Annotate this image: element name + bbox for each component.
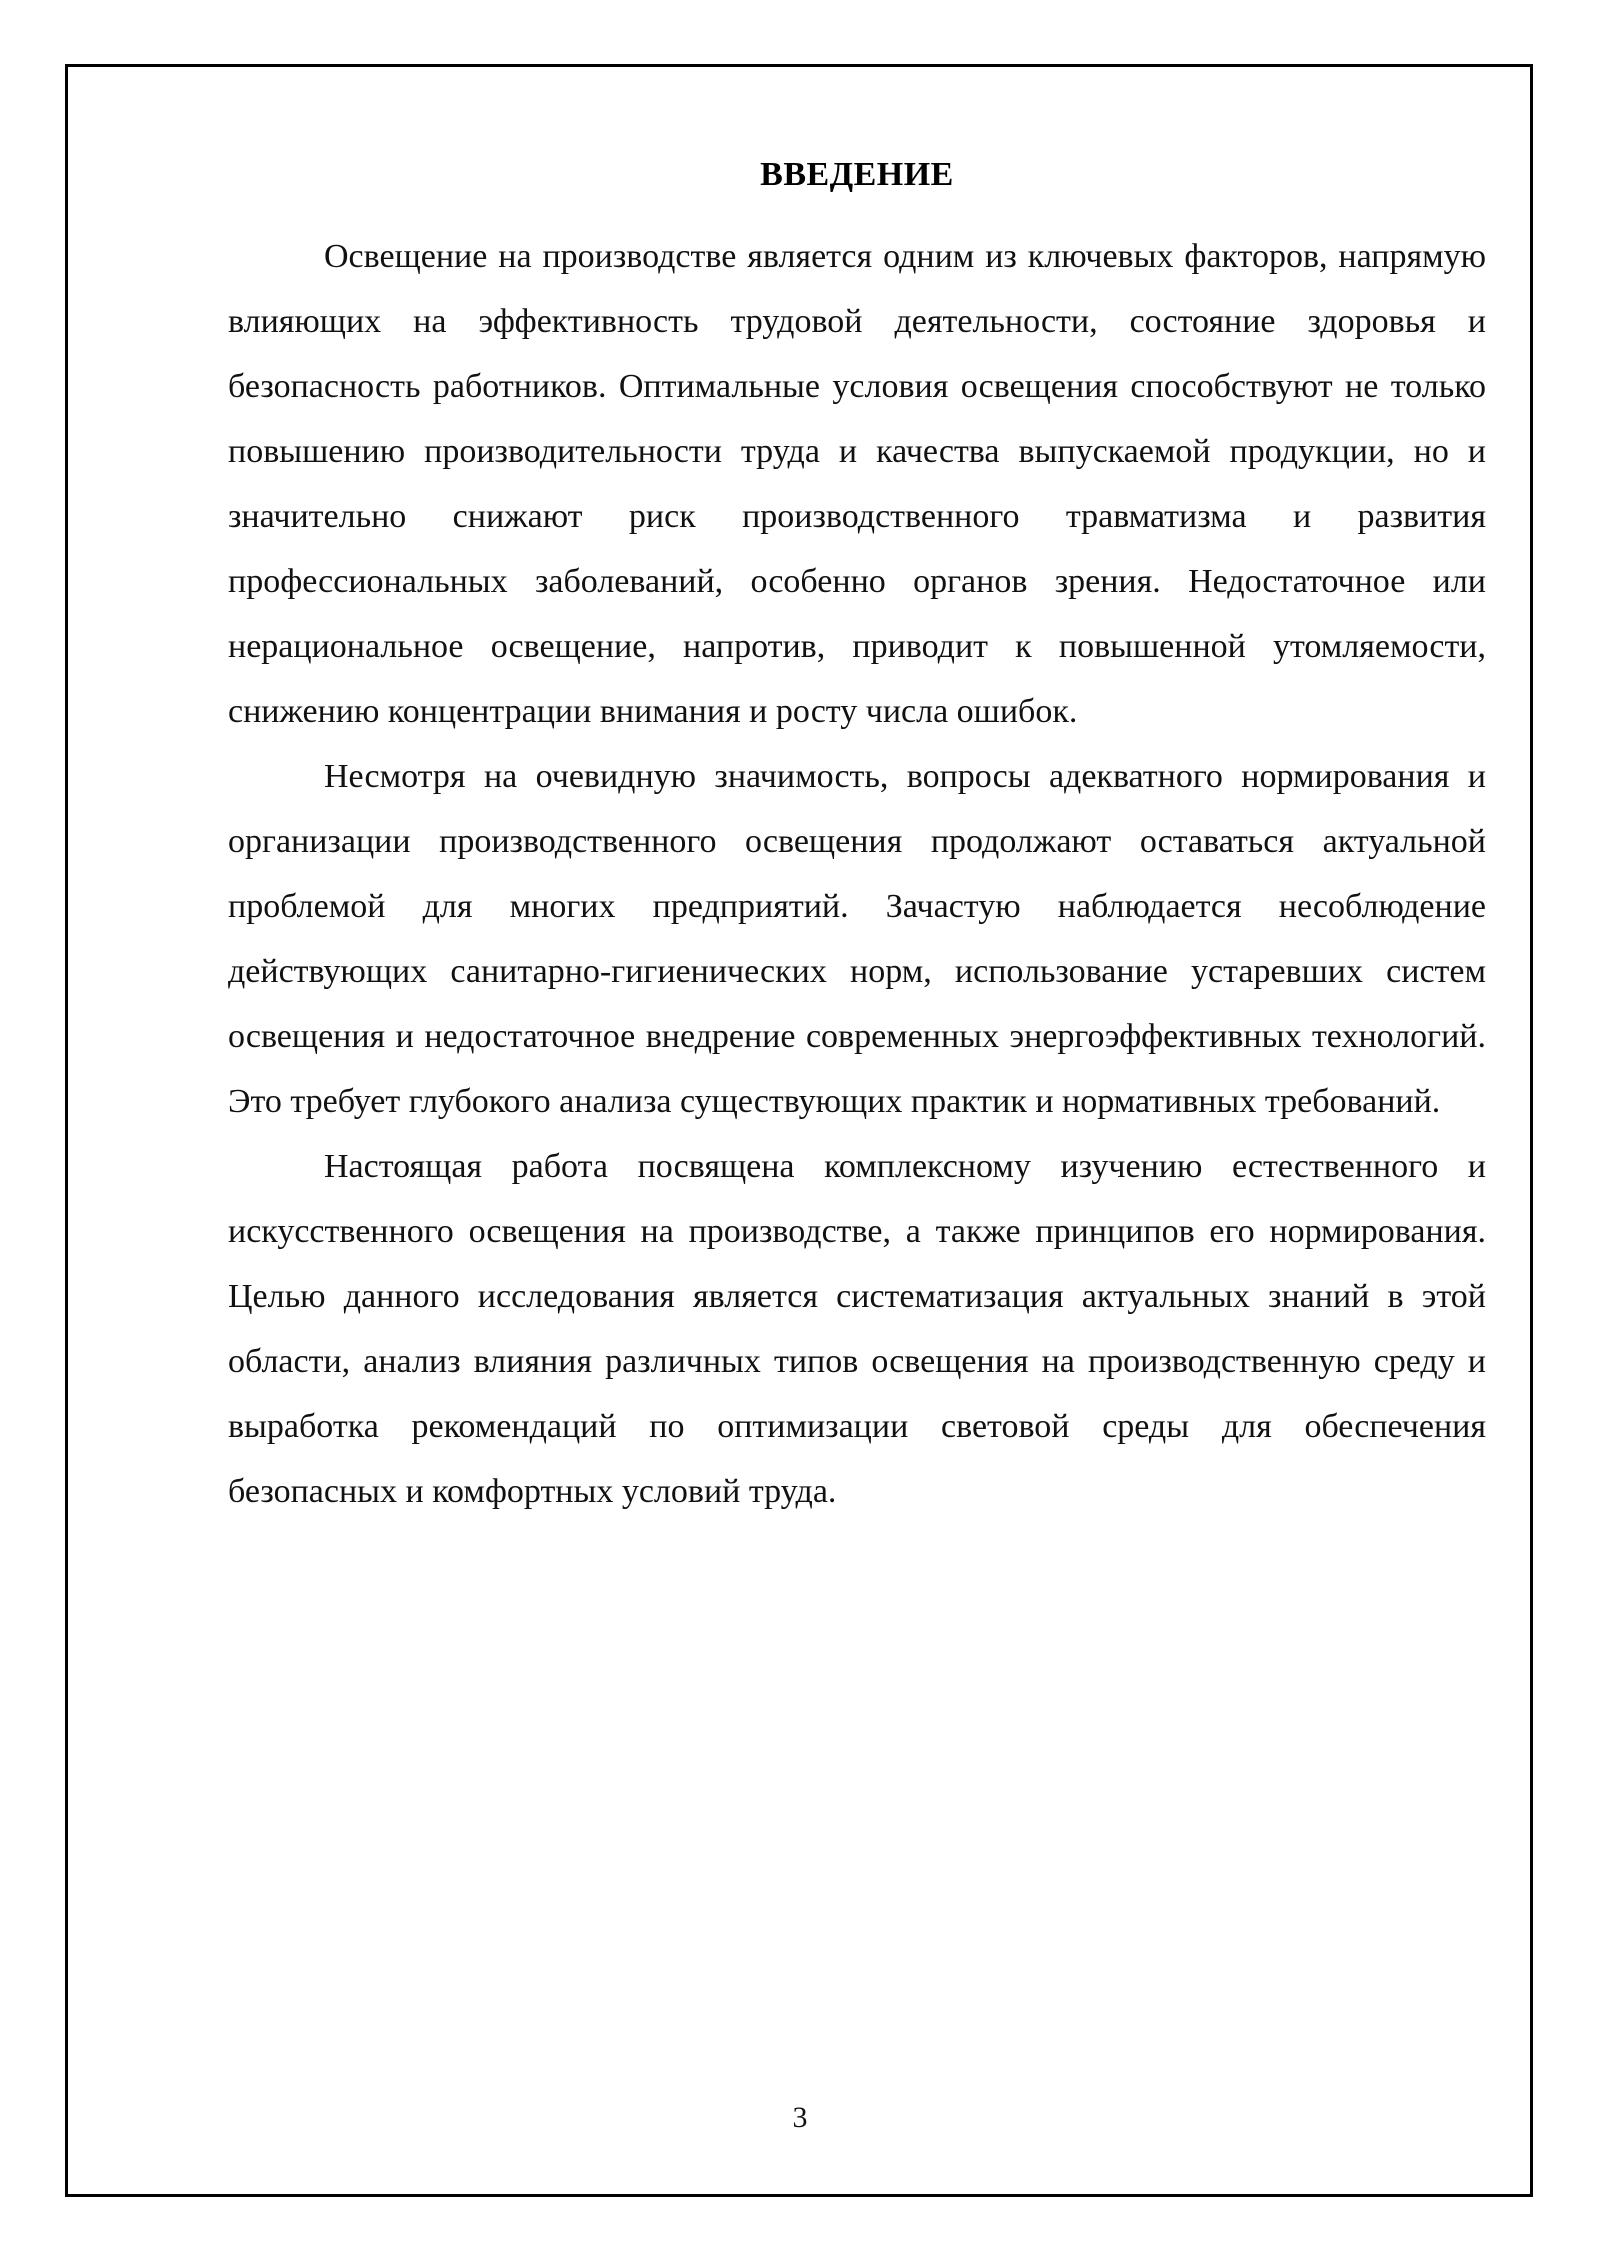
page-number: 3 — [792, 2101, 808, 2134]
paragraph-purpose: Настоящая работа посвящена комплексному изучению естественного и искусственного освещения на производстве, а также принципов его нормирования. Целью данного исследования является систематизация актуальных знаний в этой области, анализ влияния различных типов освещения на производственную среду и выработка рекомендаций по оптимизации световой среды для обеспечения безопасных и комфортных условий труда. — [228, 1148, 1486, 1510]
paragraph-problem: Несмотря на очевидную значимость, вопросы адекватного нормирования и организации производственного освещения продолжают оставаться актуальной проблемой для многих предприятий. Зачастую наблюдается несоблюдение действующих санитарно-гигиенических норм, использование устаревших систем освещения и недостаточное внедрение современных энергоэффективных технологий. Это требует глубокого анализа существующих практик и нормативных требований. — [228, 758, 1486, 1120]
paragraph-intro: Освещение на производстве является одним из ключевых факторов, напрямую влияющих на эффективность трудовой деятельности, состояние здоровья и безопасность работников. Оптимальные условия освещения способствуют не только повышению производительности труда и качества выпускаемой продукции, но и значительно снижают риск производственного травматизма и развития профессиональных заболеваний, особенно органов зрения. Недостаточное или нерациональное освещение, напротив, приводит к повышенной утомляемости, снижению концентрации внимания и росту числа ошибок. — [228, 238, 1486, 730]
section-title: ВВЕДЕНИЕ — [760, 156, 954, 193]
document-body — [228, 150, 1486, 1524]
